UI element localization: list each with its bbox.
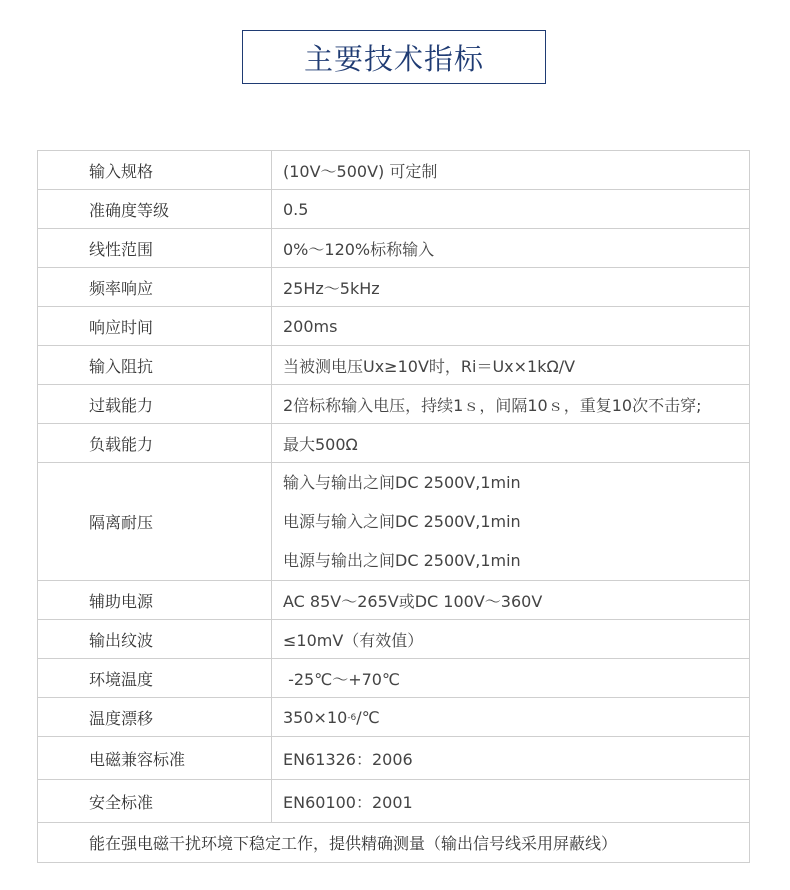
spec-value: -25℃～+70℃ — [272, 659, 750, 698]
spec-value: 200ms — [272, 307, 750, 346]
table-row — [38, 346, 750, 385]
table-footer-row — [38, 823, 750, 863]
isolation-line: 电源与输入之间DC 2500V,1min — [283, 512, 521, 531]
spec-label: 频率响应 — [38, 268, 272, 307]
spec-label: 电磁兼容标准 — [38, 737, 272, 780]
spec-value: 0.5 — [272, 190, 750, 229]
spec-label: 准确度等级 — [38, 190, 272, 229]
isolation-line: 电源与输出之间DC 2500V,1min — [283, 551, 521, 570]
table-row — [38, 659, 750, 698]
table-row — [38, 385, 750, 424]
spec-label: 线性范围 — [38, 229, 272, 268]
drift-base: 350×10 — [283, 707, 348, 727]
table-row — [38, 151, 750, 190]
spec-value: EN61326：2006 — [272, 737, 750, 780]
spec-label: 输入阻抗 — [38, 346, 272, 385]
table-row — [38, 581, 750, 620]
spec-value-multi — [272, 463, 750, 581]
spec-label: 隔离耐压 — [38, 463, 272, 581]
spec-label: 响应时间 — [38, 307, 272, 346]
spec-value: 25Hz～5kHz — [272, 268, 750, 307]
table-row — [38, 780, 750, 823]
table-row — [38, 268, 750, 307]
spec-table — [37, 150, 750, 863]
spec-label: 温度漂移 — [38, 698, 272, 737]
spec-label: 安全标准 — [38, 780, 272, 823]
spec-label: 负载能力 — [38, 424, 272, 463]
isolation-line: 输入与输出之间DC 2500V,1min — [283, 473, 521, 492]
section-title: 主要技术指标 — [242, 30, 546, 84]
table-row — [38, 737, 750, 780]
table-row — [38, 424, 750, 463]
table-row-isolation — [38, 463, 750, 581]
table-row — [38, 190, 750, 229]
spec-value: EN60100：2001 — [272, 780, 750, 823]
spec-label: 辅助电源 — [38, 581, 272, 620]
spec-label: 输出纹波 — [38, 620, 272, 659]
spec-label: 输入规格 — [38, 151, 272, 190]
spec-value: 2倍标称输入电压，持续1ｓ，间隔10ｓ，重复10次不击穿; — [272, 385, 750, 424]
drift-exponent: -6 — [347, 712, 357, 723]
footer-note: 能在强电磁干扰环境下稳定工作，提供精确测量（输出信号线采用屏蔽线） — [38, 823, 750, 863]
spec-value: (10V～500V) 可定制 — [272, 151, 750, 190]
spec-label: 环境温度 — [38, 659, 272, 698]
spec-value: 最大500Ω — [272, 424, 750, 463]
spec-value — [272, 698, 750, 737]
table-row — [38, 698, 750, 737]
spec-value: 当被测电压Ux≥10V时，Ri＝Ux×1kΩ/V — [272, 346, 750, 385]
spec-value: 0%～120%标称输入 — [272, 229, 750, 268]
spec-label: 过载能力 — [38, 385, 272, 424]
spec-value: AC 85V～265V或DC 100V～360V — [272, 581, 750, 620]
table-row — [38, 229, 750, 268]
table-row — [38, 307, 750, 346]
spec-value: ≤10mV（有效值） — [272, 620, 750, 659]
drift-unit: /℃ — [356, 707, 380, 727]
table-row — [38, 620, 750, 659]
